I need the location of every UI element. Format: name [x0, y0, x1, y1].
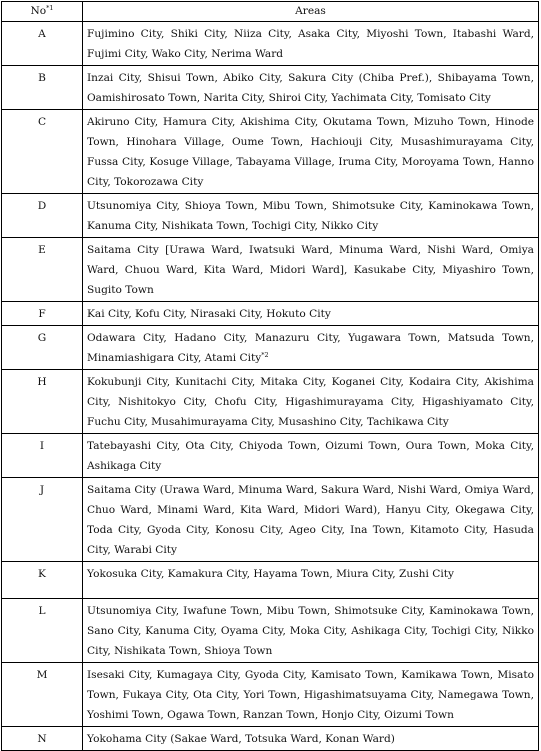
table-row — [2, 370, 539, 434]
table-row — [2, 562, 539, 599]
table-row — [2, 302, 539, 326]
row-areas: Utsunomiya City, Iwafune Town, Mibu Town, Shimotsuke City, Kaminokawa Town, Sano City, Kanuma City, Oyama City, Moka City, Ashikaga City, Tochigi City, Nikko City, Nishikata Town, Shioya Town — [83, 599, 539, 663]
row-areas: Tatebayashi City, Ota City, Chiyoda Town, Oizumi Town, Oura Town, Moka City, Ashikaga City — [83, 434, 539, 478]
row-areas: Yokohama City (Sakae Ward, Totsuka Ward, Konan Ward) — [83, 727, 539, 751]
table-row — [2, 727, 539, 751]
row-areas: Akiruno City, Hamura City, Akishima City, Okutama Town, Mizuho Town, Hinode Town, Hinohara Village, Oume Town, Hachiouji City, Musashimurayama City, Fussa City, Kosuge Village, Tabayama Village, Iruma City, Moroyama Town, Hanno City, Tokorozawa City — [83, 110, 539, 194]
row-number: M — [2, 663, 83, 727]
table-header-row — [2, 2, 539, 22]
row-areas — [83, 326, 539, 370]
footnote-marker: *2 — [261, 351, 269, 359]
header-no-footnote-marker: *1 — [46, 4, 54, 12]
row-number: F — [2, 302, 83, 326]
row-number: H — [2, 370, 83, 434]
table-row — [2, 110, 539, 194]
areas-table — [1, 1, 539, 751]
row-number: D — [2, 194, 83, 238]
row-number: E — [2, 238, 83, 302]
table-row — [2, 663, 539, 727]
table-row — [2, 194, 539, 238]
table-row — [2, 238, 539, 302]
table-row — [2, 478, 539, 562]
header-areas: Areas — [83, 2, 539, 22]
header-no — [2, 2, 83, 22]
row-areas: Inzai City, Shisui Town, Abiko City, Sakura City (Chiba Pref.), Shibayama Town, Oamishirosato Town, Narita City, Shiroi City, Yachimata City, Tomisato City — [83, 66, 539, 110]
row-number: A — [2, 22, 83, 66]
row-areas: Saitama City [Urawa Ward, Iwatsuki Ward, Minuma Ward, Nishi Ward, Omiya Ward, Chuou Ward, Kita Ward, Midori Ward], Kasukabe City, Miyashiro Town, Sugito Town — [83, 238, 539, 302]
row-number: C — [2, 110, 83, 194]
row-areas: Utsunomiya City, Shioya Town, Mibu Town, Shimotsuke City, Kaminokawa Town, Kanuma City, Nishikata Town, Tochigi City, Nikko City — [83, 194, 539, 238]
row-number: L — [2, 599, 83, 663]
row-areas: Yokosuka City, Kamakura City, Hayama Town, Miura City, Zushi City — [83, 562, 539, 599]
row-areas: Isesaki City, Kumagaya City, Gyoda City, Kamisato Town, Kamikawa Town, Misato Town, Fukaya City, Ota City, Yori Town, Higashimatsuyama City, Namegawa Town, Yoshimi Town, Ogawa Town, Ranzan Town, Honjo City, Oizumi Town — [83, 663, 539, 727]
table-row — [2, 66, 539, 110]
row-areas: Kai City, Kofu City, Nirasaki City, Hokuto City — [83, 302, 539, 326]
row-areas: Saitama City (Urawa Ward, Minuma Ward, Sakura Ward, Nishi Ward, Omiya Ward, Chuo Ward, Minami Ward, Kita Ward, Midori Ward), Hanyu City, Okegawa City, Toda City, Gyoda City, Konosu City, Ageo City, Ina Town, Kitamoto City, Hasuda City, Warabi City — [83, 478, 539, 562]
row-areas-text: Odawara City, Hadano City, Manazuru City, Yugawara Town, Matsuda Town, Minamiashigara City, Atami City — [87, 332, 534, 364]
row-number: B — [2, 66, 83, 110]
table-row — [2, 22, 539, 66]
table-row — [2, 434, 539, 478]
header-no-label: No — [30, 5, 47, 17]
table-row — [2, 326, 539, 370]
table-row — [2, 599, 539, 663]
row-areas: Fujimino City, Shiki City, Niiza City, Asaka City, Miyoshi Town, Itabashi Ward, Fujimi City, Wako City, Nerima Ward — [83, 22, 539, 66]
row-number: K — [2, 562, 83, 599]
areas-document — [1, 1, 539, 751]
row-number: J — [2, 478, 83, 562]
row-number: N — [2, 727, 83, 751]
row-areas: Kokubunji City, Kunitachi City, Mitaka City, Koganei City, Kodaira City, Akishima City, Nishitokyo City, Chofu City, Higashimurayama City, Higashiyamato City, Fuchu City, Musahimurayama City, Musashino City, Tachikawa City — [83, 370, 539, 434]
row-number: G — [2, 326, 83, 370]
row-number: I — [2, 434, 83, 478]
